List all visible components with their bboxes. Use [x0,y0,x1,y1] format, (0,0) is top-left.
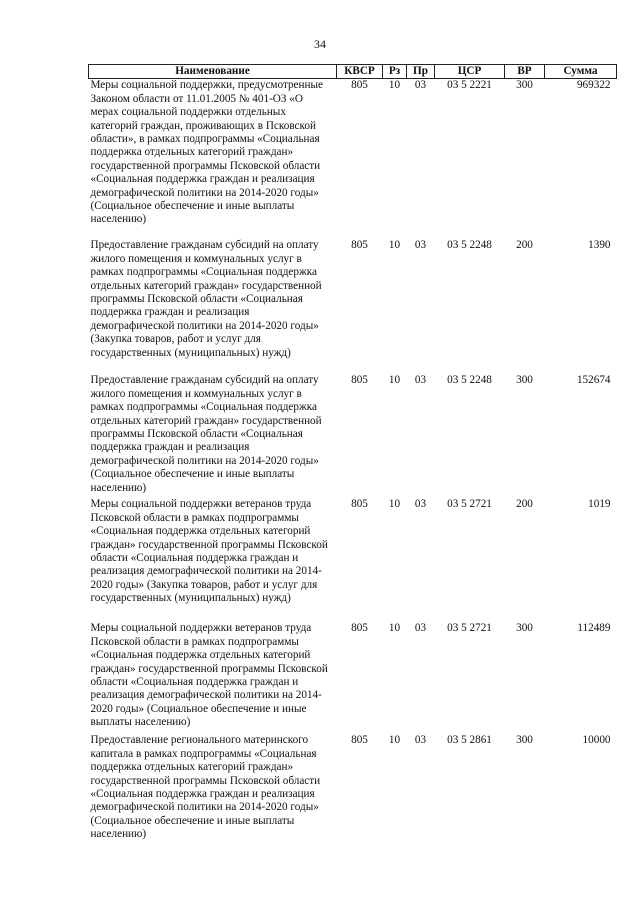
cell-csr: 03 5 2248 [447,374,492,387]
table-header-row [89,65,617,79]
cell-rz: 10 [388,622,401,635]
cell-kvsr: 805 [351,622,368,635]
cell-csr: 03 5 2221 [447,79,492,92]
cell-name: Меры социальной поддержки ветеранов труда Псковской области в рамках подпрограммы «Социальная поддержка отдельных категорий граждан» государственной программы Псковской области «Социальная поддержка граждан и реализация демографической политики на 2014-2020 годы» (Социальное обеспечение и иные выплаты населению) [90,622,328,729]
cell-name: Предоставление гражданам субсидий на оплату жилого помещения и коммунальных услуг в рамках подпрограммы «Социальная поддержка отдельных категорий граждан» государственной программы Псковской области «Социальная поддержка граждан и реализация демографической политики на 2014-2020 годы» (Закупка товаров, работ и услуг для государственных (муниципальных) нужд) [90,239,322,359]
header-csr: ЦСР [435,65,505,79]
cell-kvsr: 805 [351,734,368,747]
cell-vr: 200 [516,239,533,252]
cell-pr: 03 [414,79,427,92]
cell-csr: 03 5 2248 [447,239,492,252]
cell-rz: 10 [388,498,401,511]
header-pr: Пр [407,65,435,79]
cell-sum: 10000 [582,734,611,747]
page-number: 34 [314,37,326,51]
cell-vr: 200 [516,498,533,511]
cell-vr: 300 [516,79,533,92]
cell-sum: 969322 [576,79,611,92]
cell-kvsr: 805 [351,498,368,511]
cell-csr: 03 5 2861 [447,734,492,747]
cell-sum: 1019 [588,498,611,511]
table-row [89,79,617,240]
cell-rz: 10 [388,734,401,747]
cell-kvsr: 805 [351,79,368,92]
cell-pr: 03 [414,734,427,747]
cell-sum: 1390 [588,239,611,252]
cell-pr: 03 [414,498,427,511]
table-row [89,374,617,498]
cell-pr: 03 [414,239,427,252]
cell-rz: 10 [388,374,401,387]
header-kvsr: КВСР [337,65,383,79]
budget-table [88,64,617,844]
table-row [89,239,617,374]
cell-name: Предоставление гражданам субсидий на оплату жилого помещения и коммунальных услуг в рамках подпрограммы «Социальная поддержка отдельных категорий граждан» государственной программы Псковской области «Социальная поддержка граждан и реализация демографической политики на 2014-2020 годы» (Социальное обеспечение и иные выплаты населению) [90,374,322,494]
cell-name: Меры социальной поддержки, предусмотренные Законом области от 11.01.2005 № 401-ОЗ «О мерах социальной поддержки отдельных категорий граждан, проживающих в Псковской области», в рамках подпрограммы «Социальная поддержка отдельных категорий граждан» государственной программы Псковской области «Социальная поддержка граждан и реализация демографической политики на 2014-2020 годы» (Социальное обеспечение и иные выплаты населению) [90,79,323,226]
header-rz: Рз [383,65,407,79]
cell-vr: 300 [516,374,533,387]
header-vr: ВР [505,65,545,79]
cell-pr: 03 [414,374,427,387]
cell-sum: 112489 [577,622,611,635]
cell-csr: 03 5 2721 [447,622,492,635]
cell-rz: 10 [388,79,401,92]
cell-kvsr: 805 [351,374,368,387]
cell-vr: 300 [516,622,533,635]
cell-vr: 300 [516,734,533,747]
table-row [89,622,617,734]
header-name: Наименование [89,65,337,79]
cell-csr: 03 5 2721 [447,498,492,511]
cell-sum: 152674 [576,374,611,387]
cell-rz: 10 [388,239,401,252]
cell-kvsr: 805 [351,239,368,252]
header-sum: Сумма [545,65,617,79]
cell-pr: 03 [414,622,427,635]
table-row [89,498,617,622]
cell-name: Меры социальной поддержки ветеранов труда Псковской области в рамках подпрограммы «Социальная поддержка отдельных категорий граждан» государственной программы Псковской области «Социальная поддержка граждан и реализация демографической политики на 2014-2020 годы» (Закупка товаров, работ и услуг для государственных (муниципальных) нужд) [90,498,328,605]
table-row [89,734,617,844]
cell-name: Предоставление регионального материнского капитала в рамках подпрограммы «Социальная поддержка отдельных категорий граждан» государственной программы Псковской области «Социальная поддержка граждан и реализация демографической политики на 2014-2020 годы» (Социальное обеспечение и иные выплаты населению) [90,734,321,841]
